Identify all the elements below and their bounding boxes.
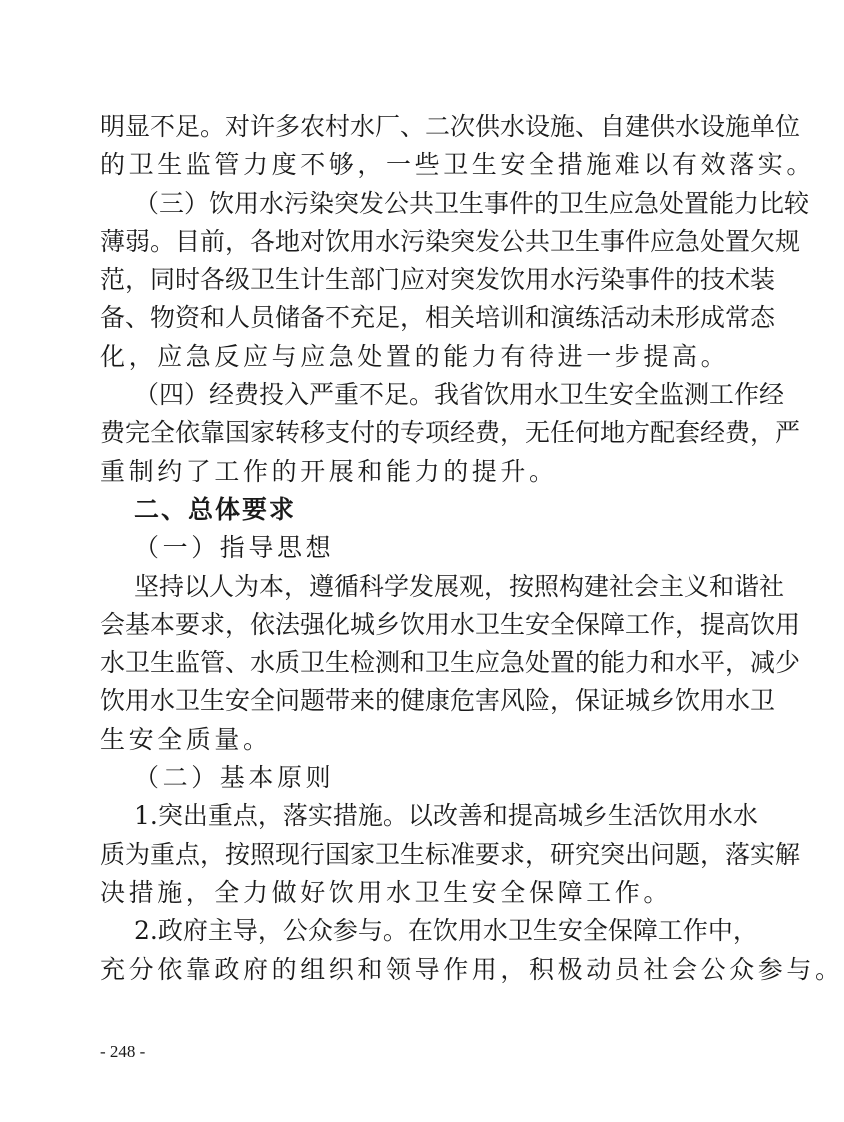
text-line: （二）基本原则	[134, 763, 335, 793]
paragraph	[100, 376, 801, 491]
document-body	[100, 108, 844, 989]
section-heading	[100, 491, 732, 529]
text-line: 坚持以人为本，遵循科学发展观，按照构建社会主义和谐社	[134, 571, 785, 601]
text-line: （四）经费投入严重不足。我省饮用水卫生安全监测工作经	[134, 380, 785, 410]
paragraph	[100, 797, 801, 912]
text-line: 重制约了工作的开展和能力的提升。	[100, 456, 558, 486]
paragraph	[100, 108, 816, 185]
text-line: 生安全质量。	[100, 724, 272, 754]
text-line: 水卫生监管、水质卫生检测和卫生应急处置的能力和水平，减少	[100, 648, 801, 678]
text-line: 化，应急反应与应急处置的能力有待进一步提高。	[100, 341, 730, 371]
text-line: 薄弱。目前，各地对饮用水污染突发公共卫生事件应急处置欠规	[100, 226, 801, 256]
page-number: - 248 -	[100, 1042, 146, 1061]
text-line: 范，同时各级卫生计生部门应对突发饮用水污染事件的技术装	[100, 265, 776, 295]
subsection-heading	[100, 529, 732, 567]
text-line: 饮用水卫生安全问题带来的健康危害风险，保证城乡饮用水卫	[100, 686, 776, 716]
paragraph	[100, 185, 810, 376]
text-line: （一）指导思想	[134, 533, 335, 563]
text-line: （三）饮用水污染突发公共卫生事件的卫生应急处置能力比较	[134, 188, 810, 218]
text-line: 决措施，全力做好饮用水卫生安全保障工作。	[100, 877, 673, 907]
text-line: 明显不足。对许多农村水厂、二次供水设施、自建供水设施单位	[100, 112, 801, 141]
text-line: 会基本要求，依法强化城乡饮用水卫生安全保障工作，提高饮用	[100, 609, 801, 639]
text-line: 1.突出重点，落实措施。以改善和提高城乡生活饮用水水	[134, 801, 758, 831]
text-line: 费完全依靠国家转移支付的专项经费，无任何地方配套经费，严	[100, 418, 801, 448]
text-line: 质为重点，按照现行国家卫生标准要求，研究突出问题，落实解	[100, 839, 801, 869]
text-line: 的卫生监管力度不够，一些卫生安全措施难以有效落实。	[100, 150, 816, 180]
text-line: 二、总体要求	[134, 494, 297, 524]
text-line: 备、物资和人员储备不充足，相关培训和演练活动未形成常态	[100, 303, 776, 333]
paragraph	[100, 912, 844, 989]
subsection-heading	[100, 759, 732, 797]
text-line: 2.政府主导，公众参与。在饮用水卫生安全保障工作中，	[134, 916, 758, 946]
text-line: 充分依靠政府的组织和领导作用，积极动员社会公众参与。	[100, 954, 844, 984]
paragraph	[100, 568, 801, 759]
